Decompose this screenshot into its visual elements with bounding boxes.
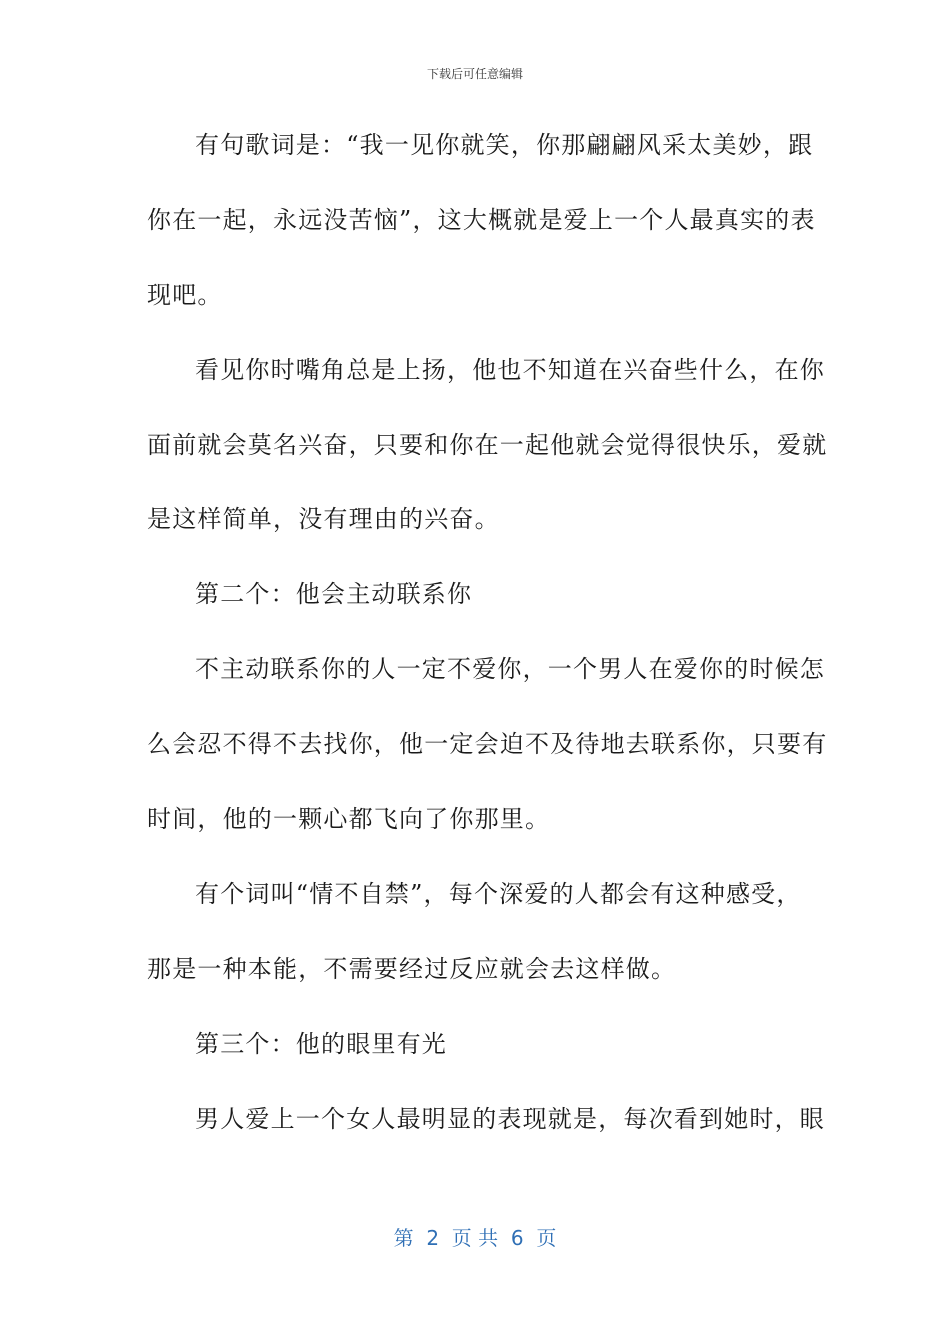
section-heading: 第二个：他会主动联系你 — [195, 580, 473, 609]
text-line: 么会忍不得不去找你，他一定会迫不及待地去联系你，只要有 — [147, 730, 828, 759]
page-footer: 第 2 页 共 6 页 — [393, 1226, 557, 1250]
text-line: 那是一种本能，不需要经过反应就会去这样做。 — [147, 954, 677, 983]
text-line: 有句歌词是：“我一见你就笑，你那翩翩风采太美妙，跟 — [195, 131, 814, 159]
text-line: 不主动联系你的人一定不爱你，一个男人在爱你的时候怎 — [195, 655, 825, 684]
text-line: 有个词叫“情不自禁”，每个深爱的人都会有这种感受， — [195, 879, 802, 908]
text-line: 你在一起，永远没苦恼”，这大概就是爱上一个人最真实的表 — [147, 205, 816, 234]
text-line: 看见你时嘴角总是上扬，他也不知道在兴奋些什么，在你 — [195, 355, 825, 384]
text-line: 是这样简单，没有理由的兴奋。 — [147, 505, 500, 534]
section-heading: 第三个：他的眼里有光 — [195, 1029, 447, 1058]
text-line: 面前就会莫名兴奋，只要和你在一起他就会觉得很快乐，爱就 — [147, 430, 828, 459]
page-header: 下载后可任意编辑 — [426, 67, 523, 81]
text-line: 时间，他的一颗心都飞向了你那里。 — [147, 805, 551, 834]
text-line: 男人爱上一个女人最明显的表现就是，每次看到她时，眼 — [195, 1104, 825, 1133]
text-line: 现吧。 — [147, 280, 223, 309]
document-body — [147, 120, 828, 1168]
